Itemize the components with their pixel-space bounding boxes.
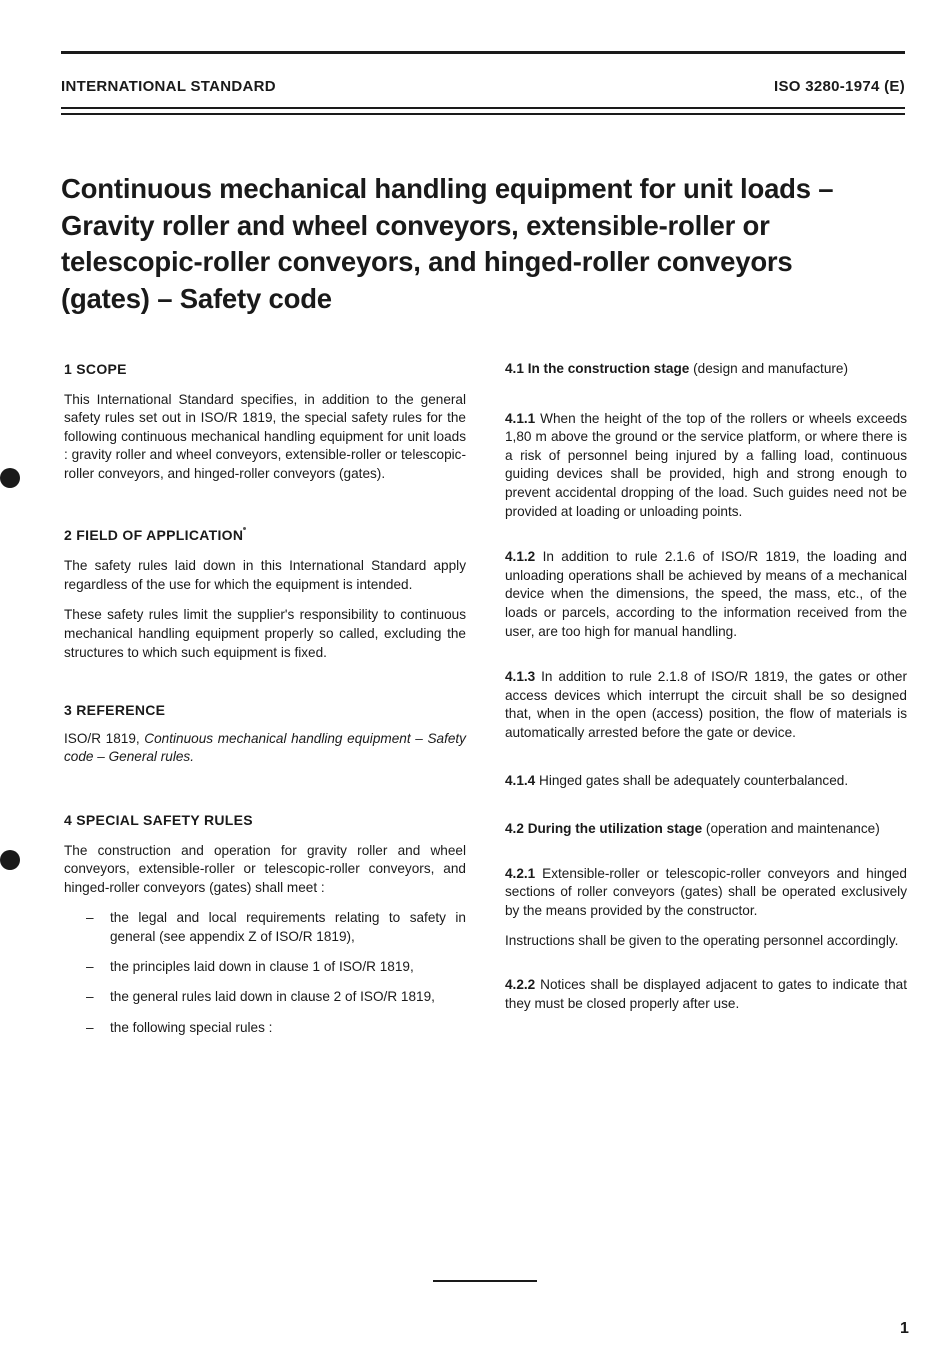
rule-list-text-1: the legal and local requirements relating to safety in general (see appendix Z of ISO/R 1819),	[110, 910, 466, 944]
section-4-1-title: In the construction stage	[527, 361, 690, 376]
section-4-2-2	[505, 976, 907, 1013]
section-4-1-heading	[505, 360, 907, 379]
rule-list-item-4	[86, 1019, 466, 1038]
rule-list-item-1	[86, 909, 466, 946]
title-line-1: Continuous mechanical handling equipment for unit loads –	[61, 173, 834, 204]
section-4-1-1	[505, 410, 907, 522]
reference-heading: 3 REFERENCE	[64, 702, 166, 719]
document-title	[61, 171, 921, 317]
section-4-2-heading	[505, 820, 907, 839]
section-4-1-2	[505, 548, 907, 641]
section-4-1-note: (design and manufacture)	[689, 361, 849, 376]
section-4-1-4-text: Hinged gates shall be adequately counterbalanced.	[535, 772, 849, 788]
section-4-2-title: During the utilization stage	[527, 821, 703, 837]
section-4-2-2-number: 4.2.2	[505, 977, 536, 993]
section-4-1-1-number: 4.1.1	[505, 410, 536, 426]
rule-list-text-4: the following special rules :	[110, 1019, 273, 1035]
reference-id: ISO/R 1819,	[64, 730, 145, 746]
section-4-2-1	[505, 865, 907, 921]
rule-list-text-3: the general rules laid down in clause 2 of ISO/R 1819,	[110, 989, 435, 1005]
scope-heading: 1 SCOPE	[64, 361, 127, 377]
footnote-rule	[433, 1280, 537, 1282]
special-intro: The construction and operation for gravity roller and wheel conveyors, extensible-roller or telescopic-roller conveyors, and hinged-roller conveyors (gates) shall meet :	[64, 842, 466, 895]
title-line-2: Gravity roller and wheel conveyors, extensible-roller or	[61, 209, 770, 241]
section-4-1-3-text: In addition to rule 2.1.8 of ISO/R 1819, the gates or other access devices which interrupt the circuit shall be so designed that, when in the open (access) position, the flow of materials is automatically arrested before the gate or device.	[505, 669, 907, 740]
section-4-2-1-number: 4.2.1	[505, 865, 536, 881]
section-4-1-number: 4.1	[505, 361, 528, 376]
header-right: ISO 3280-1974 (E)	[773, 78, 905, 95]
punch-hole-2	[0, 850, 20, 870]
section-4-2-note: (operation and maintenance)	[702, 821, 880, 837]
field-heading: 2 FIELD OF APPLICATION	[64, 526, 244, 543]
left-column	[64, 360, 466, 1037]
section-4-1-3	[505, 668, 907, 742]
section-4-1-2-text: In addition to rule 2.1.6 of ISO/R 1819, the loading and unloading operations shall be achieved by means of a mechanical device when the dimensions, the speed, the mass, etc., of the loads or parcels, according to the information received from the user, are too high for manual handling.	[505, 549, 907, 639]
special-heading: 4 SPECIAL SAFETY RULES	[64, 811, 253, 828]
section-4-1-4-number: 4.1.4	[505, 772, 536, 788]
title-line-3: telescopic-roller conveyors, and hinged-roller conveyors	[61, 246, 793, 277]
rule-list-item-2	[86, 958, 466, 977]
section-4-1-1-text: When the height of the top of the rollers or wheels exceeds 1,80 m above the ground or the service platform, or where there is a risk of personnel being injured by a falling load, continuous guiding devices shall be provided, high and strong enough to prevent accidental dropping of the load. Such guides need not be provided at loading or unloading points.	[505, 410, 907, 519]
right-column	[505, 360, 907, 1013]
top-rule-thick	[61, 51, 905, 54]
field-para-1: The safety rules laid down in this International Standard apply regardless of the use for which the equipment is intended.	[64, 558, 466, 592]
dash-marker: –	[86, 1019, 94, 1035]
section-4-1-3-number: 4.1.3	[505, 669, 536, 685]
section-4-2-number: 4.2	[505, 821, 528, 837]
title-line-4: (gates) – Safety code	[61, 282, 332, 314]
section-4-2-1-para-2: Instructions shall be given to the operating personnel accordingly.	[505, 933, 899, 949]
reference-text	[64, 730, 466, 767]
section-4-2-1-text: Extensible-roller or telescopic-roller conveyors and hinged sections of roller conveyors (gates) shall be operated exclusively by the means provided by the constructor.	[505, 865, 907, 918]
section-4-1-2-number: 4.1.2	[505, 549, 536, 565]
dash-marker: –	[86, 910, 94, 926]
rule-list-item-3	[86, 988, 466, 1007]
scope-text: This International Standard specifies, in addition to the general safety rules set out in ISO/R 1819, the special safety rules for the following continuous mechanical handling equipment for unit loads : gravity roller and wheel conveyors, extensible-roller or telescopic-roller conveyors, and hinged-roller conveyors (gates).	[64, 391, 466, 481]
reference-title: Continuous mechanical handling equipment – Safety code – General rules.	[64, 730, 466, 765]
field-para-2: These safety rules limit the supplier's responsibility to continuous mechanical handling equipment properly so called, excluding the structures to which such equipment is fixed.	[64, 607, 466, 660]
dash-marker: –	[86, 959, 94, 975]
section-4-1-4	[505, 772, 907, 791]
dash-marker: –	[86, 989, 94, 1005]
section-4-2-2-text: Notices shall be displayed adjacent to gates to indicate that they must be closed properly after use.	[505, 977, 907, 1011]
rule-list-text-2: the principles laid down in clause 1 of ISO/R 1819,	[110, 959, 414, 975]
page-number: 1	[900, 1320, 909, 1337]
punch-hole-1	[0, 468, 20, 488]
header-left: INTERNATIONAL STANDARD	[61, 78, 276, 95]
header-rule-1	[61, 107, 905, 109]
header-rule-2	[61, 113, 905, 115]
